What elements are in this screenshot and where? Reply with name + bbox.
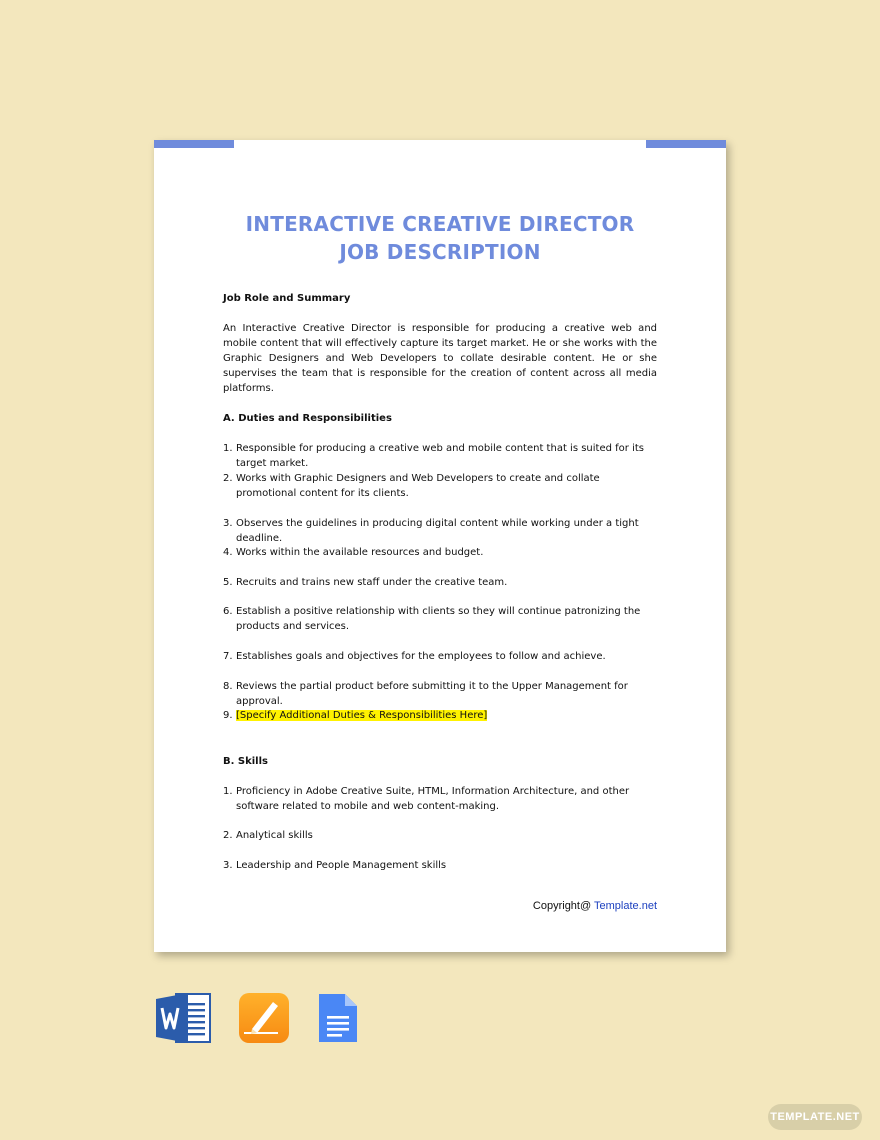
skill-number: 3. [223,860,233,871]
skill-text: Leadership and People Management skills [236,860,447,871]
skill-item [223,784,657,814]
duty-number: 6. [223,606,233,617]
top-right-accent-bar [646,140,726,148]
duty-item [223,545,657,560]
watermark-badge: TEMPLATE.NET [768,1104,862,1130]
duty-text: Recruits and trains new staff under the creative team. [236,577,508,588]
copyright-prefix: Copyright@ [532,900,592,912]
title-line-1: INTERACTIVE CREATIVE DIRECTOR [245,212,635,236]
duty-number: 8. [223,681,233,692]
copyright-line [533,900,657,912]
top-left-accent-bar [154,140,234,148]
skill-number: 2. [223,830,233,841]
google-docs-icon[interactable] [317,992,359,1049]
duty-item [223,575,657,590]
title-line-2: JOB DESCRIPTION [339,240,541,264]
duty-item [223,441,657,471]
duty-text: Observes the guidelines in producing digital content while working under a tight deadline. [236,518,639,544]
duty-text: Works within the available resources and budget. [236,547,484,558]
duty-item [223,604,657,634]
duty-text: Establish a positive relationship with clients so they will continue patronizing the products and services. [236,606,641,632]
duty-item [223,708,657,723]
duty-number: 3. [223,518,233,529]
duty-text: Reviews the partial product before submitting it to the Upper Management for approval. [236,681,628,707]
duty-number: 1. [223,443,233,454]
skill-text: Analytical skills [236,830,313,841]
document-page [154,140,726,952]
duty-item [223,679,657,709]
pages-icon[interactable] [238,992,290,1049]
duty-item [223,471,657,501]
duty-text: Works with Graphic Designers and Web Developers to create and collate promotional content for its clients. [236,473,600,499]
highlighted-placeholder[interactable]: [Specify Additional Duties & Responsibilities Here] [236,710,488,721]
role-heading: Job Role and Summary [223,293,351,304]
duties-heading: A. Duties and Responsibilities [223,413,392,424]
skill-item [223,828,657,843]
duty-number: 7. [223,651,233,662]
skill-text: Proficiency in Adobe Creative Suite, HTML, Information Architecture, and other software related to mobile and web content-making. [236,786,630,812]
document-title [154,210,726,266]
skill-item [223,858,657,873]
duty-number: 2. [223,473,233,484]
copyright-link[interactable]: Template.net [594,900,657,912]
duty-text: Establishes goals and objectives for the employees to follow and achieve. [236,651,606,662]
duty-item [223,516,657,546]
duty-number: 9. [223,710,233,721]
role-summary: An Interactive Creative Director is responsible for producing a creative web and mobile content that will effectively capture its target market. He or she works with the Graphic Designers and Web Developers to collate desirable content. He or she supervises the team that is responsible for the creation of content across all media platforms. [223,323,657,394]
word-icon[interactable] [156,992,212,1049]
duty-number: 5. [223,577,233,588]
skill-number: 1. [223,786,233,797]
skills-heading: B. Skills [223,756,268,767]
duty-item [223,649,657,664]
duty-text: Responsible for producing a creative web and mobile content that is suited for its target market. [236,443,644,469]
duty-number: 4. [223,547,233,558]
